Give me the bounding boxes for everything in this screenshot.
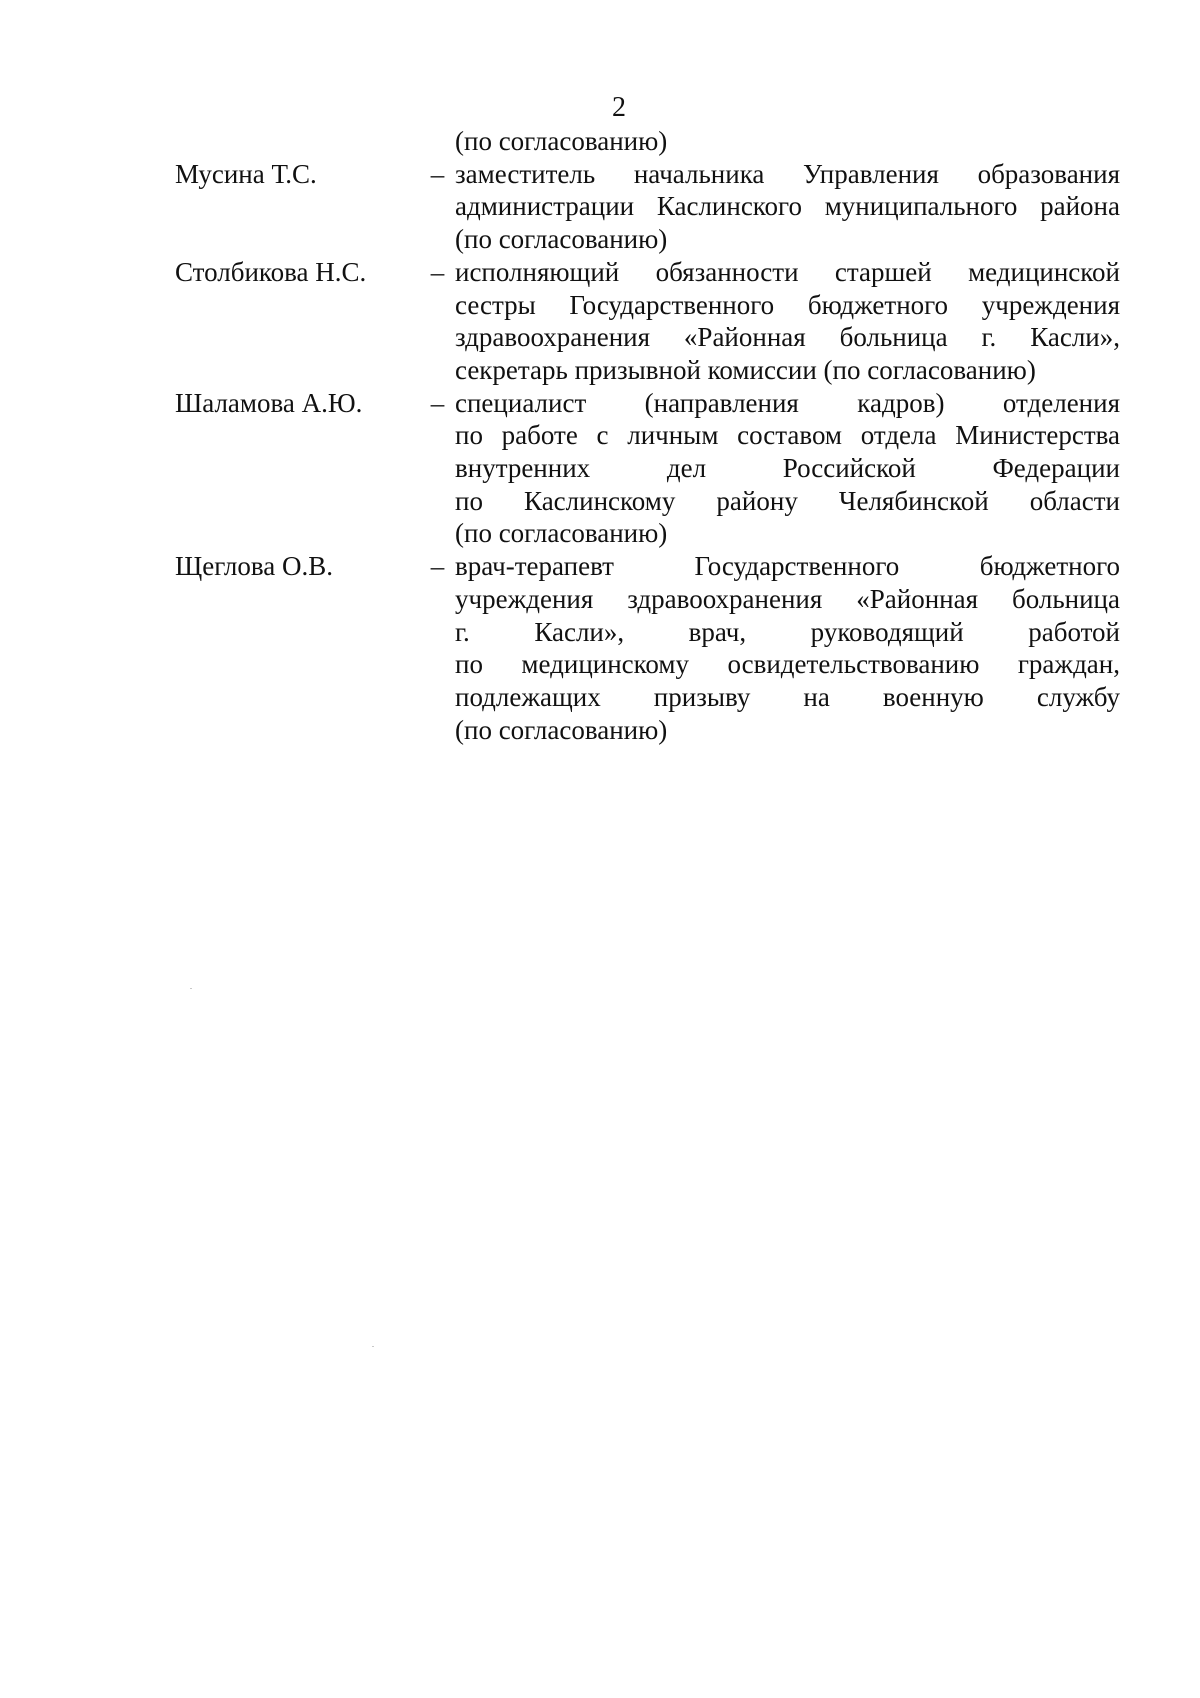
- member-description: [455, 550, 1120, 746]
- description-line: г. Касли», врач, руководящий работой: [455, 616, 1120, 647]
- member-description: [455, 125, 1120, 158]
- continuation-row: [175, 125, 1120, 158]
- member-row: [175, 550, 1120, 746]
- member-dash: –: [430, 256, 445, 287]
- description-line: подлежащих призыву на военную службу: [455, 681, 1120, 712]
- member-dash: –: [430, 551, 445, 582]
- member-dash: –: [430, 387, 445, 418]
- description-line: по работе с личным составом отдела Министерства: [455, 420, 1120, 451]
- member-description: [455, 387, 1120, 551]
- description-line: врач-терапевт Государственного бюджетного: [455, 551, 1120, 582]
- description-line: внутренних дел Российской Федерации: [455, 453, 1120, 484]
- member-row: [175, 256, 1120, 387]
- description-line: исполняющий обязанности старшей медицинской: [455, 256, 1120, 287]
- member-name: Мусина Т.С.: [175, 158, 317, 189]
- description-line: (по согласованию): [455, 224, 668, 255]
- description-line: заместитель начальника Управления образования: [455, 158, 1120, 189]
- description-line: (по согласованию): [455, 714, 668, 745]
- member-name: Шаламова А.Ю.: [175, 387, 363, 418]
- scan-speck: [372, 1346, 374, 1347]
- commission-members-list: [175, 125, 1120, 746]
- member-description: [455, 158, 1120, 256]
- page-number: 2: [612, 92, 626, 123]
- description-line: учреждения здравоохранения «Районная больница: [455, 583, 1120, 614]
- member-row: [175, 387, 1120, 551]
- description-line: специалист (направления кадров) отделения: [455, 387, 1120, 418]
- description-line: по Каслинскому району Челябинской области: [455, 485, 1120, 516]
- description-line: по медицинскому освидетельствованию граждан,: [455, 649, 1120, 680]
- member-description: [455, 256, 1120, 387]
- description-line: здравоохранения «Районная больница г. Касли»,: [455, 322, 1120, 353]
- member-name: Щеглова О.В.: [175, 551, 334, 582]
- scan-speck: [190, 988, 192, 989]
- description-line: (по согласованию): [455, 518, 668, 549]
- member-row: [175, 158, 1120, 256]
- description-line: сестры Государственного бюджетного учреждения: [455, 289, 1120, 320]
- description-line: администрации Каслинского муниципального района: [455, 191, 1120, 222]
- description-line: секретарь призывной комиссии (по согласованию): [455, 354, 1036, 385]
- member-dash: –: [430, 158, 445, 189]
- description-line: (по согласованию): [455, 126, 668, 156]
- member-name: Столбикова Н.С.: [175, 256, 367, 287]
